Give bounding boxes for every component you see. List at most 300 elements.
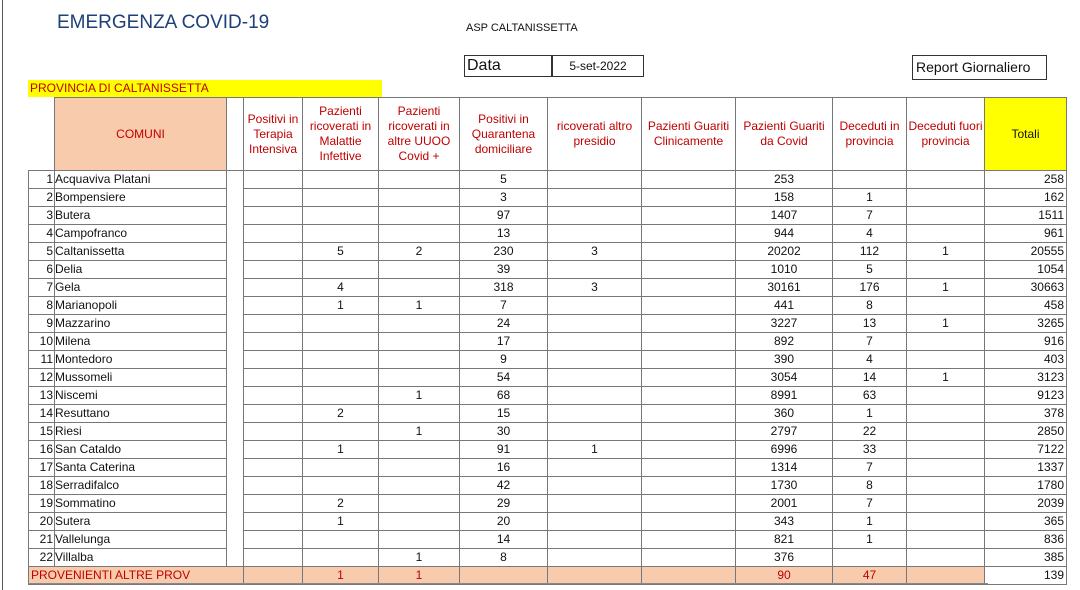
row-number[interactable]: 11 — [29, 351, 55, 369]
totale-cell[interactable]: 1511 — [985, 207, 1067, 225]
malattie-cell[interactable] — [303, 369, 379, 387]
quarantena-cell[interactable]: 42 — [460, 477, 548, 495]
quarantena-cell[interactable] — [460, 567, 548, 585]
guariti-covid-cell[interactable]: 343 — [736, 513, 833, 531]
guariti-clinicamente-cell[interactable] — [642, 279, 736, 297]
altro-presidio-cell[interactable] — [548, 405, 642, 423]
row-number[interactable]: 8 — [29, 297, 55, 315]
altro-presidio-cell[interactable] — [548, 171, 642, 189]
deceduti-in-cell[interactable]: 112 — [833, 243, 907, 261]
guariti-covid-cell[interactable]: 1314 — [736, 459, 833, 477]
guariti-covid-cell[interactable]: 376 — [736, 549, 833, 567]
altro-presidio-cell[interactable] — [548, 567, 642, 585]
row-number[interactable]: 16 — [29, 441, 55, 459]
guariti-clinicamente-cell[interactable] — [642, 189, 736, 207]
quarantena-cell[interactable]: 16 — [460, 459, 548, 477]
row-number[interactable]: 21 — [29, 531, 55, 549]
terapia-cell[interactable] — [244, 351, 303, 369]
altro-presidio-cell[interactable] — [548, 351, 642, 369]
deceduti-fuori-cell[interactable]: 1 — [907, 315, 985, 333]
deceduti-fuori-cell[interactable] — [907, 351, 985, 369]
uuoo-cell[interactable] — [379, 477, 460, 495]
deceduti-in-cell[interactable]: 1 — [833, 531, 907, 549]
terapia-cell[interactable] — [244, 189, 303, 207]
uuoo-cell[interactable]: 1 — [379, 549, 460, 567]
comune-name[interactable]: Mazzarino — [55, 315, 227, 333]
comune-name[interactable]: Milena — [55, 333, 227, 351]
separator-cell[interactable] — [227, 423, 244, 441]
uuoo-cell[interactable] — [379, 189, 460, 207]
terapia-cell[interactable] — [244, 423, 303, 441]
row-number[interactable]: 9 — [29, 315, 55, 333]
malattie-cell[interactable] — [303, 531, 379, 549]
malattie-cell[interactable] — [303, 549, 379, 567]
altro-presidio-cell[interactable] — [548, 513, 642, 531]
row-number[interactable]: 1 — [29, 171, 55, 189]
deceduti-in-cell[interactable]: 1 — [833, 189, 907, 207]
guariti-covid-cell[interactable]: 441 — [736, 297, 833, 315]
separator-cell[interactable] — [227, 477, 244, 495]
deceduti-in-cell[interactable]: 4 — [833, 225, 907, 243]
malattie-cell[interactable]: 1 — [303, 513, 379, 531]
row-number[interactable]: 15 — [29, 423, 55, 441]
comune-name[interactable]: Serradifalco — [55, 477, 227, 495]
deceduti-in-cell[interactable]: 7 — [833, 459, 907, 477]
uuoo-cell[interactable] — [379, 333, 460, 351]
deceduti-in-cell[interactable]: 8 — [833, 477, 907, 495]
terapia-cell[interactable] — [244, 495, 303, 513]
uuoo-cell[interactable] — [379, 279, 460, 297]
deceduti-in-cell[interactable]: 5 — [833, 261, 907, 279]
row-number[interactable]: 17 — [29, 459, 55, 477]
deceduti-fuori-cell[interactable] — [907, 495, 985, 513]
malattie-cell[interactable]: 2 — [303, 495, 379, 513]
guariti-clinicamente-cell[interactable] — [642, 495, 736, 513]
guariti-clinicamente-cell[interactable] — [642, 441, 736, 459]
separator-cell[interactable] — [227, 369, 244, 387]
malattie-cell[interactable] — [303, 315, 379, 333]
malattie-cell[interactable] — [303, 477, 379, 495]
uuoo-cell[interactable]: 2 — [379, 243, 460, 261]
altro-presidio-cell[interactable] — [548, 369, 642, 387]
guariti-covid-cell[interactable]: 1010 — [736, 261, 833, 279]
date-label[interactable]: Data — [464, 55, 552, 77]
uuoo-cell[interactable] — [379, 261, 460, 279]
terapia-cell[interactable] — [244, 171, 303, 189]
deceduti-in-cell[interactable]: 7 — [833, 207, 907, 225]
guariti-covid-cell[interactable]: 20202 — [736, 243, 833, 261]
row-number[interactable]: 22 — [29, 549, 55, 567]
comune-name[interactable]: Sutera — [55, 513, 227, 531]
quarantena-cell[interactable]: 91 — [460, 441, 548, 459]
altro-presidio-cell[interactable] — [548, 387, 642, 405]
separator-cell[interactable] — [227, 495, 244, 513]
deceduti-in-cell[interactable] — [833, 171, 907, 189]
province-label[interactable]: PROVINCIA DI CALTANISSETTA — [28, 80, 382, 97]
guariti-covid-cell[interactable]: 1730 — [736, 477, 833, 495]
totale-cell[interactable]: 836 — [985, 531, 1067, 549]
row-number[interactable]: 12 — [29, 369, 55, 387]
quarantena-cell[interactable]: 30 — [460, 423, 548, 441]
terapia-cell[interactable] — [244, 315, 303, 333]
comune-name[interactable]: Vallelunga — [55, 531, 227, 549]
uuoo-cell[interactable] — [379, 531, 460, 549]
header-quarantena[interactable]: Positivi in Quarantena domiciliare — [460, 98, 548, 171]
terapia-cell[interactable] — [244, 369, 303, 387]
quarantena-cell[interactable]: 97 — [460, 207, 548, 225]
guariti-covid-cell[interactable]: 6996 — [736, 441, 833, 459]
guariti-clinicamente-cell[interactable] — [642, 477, 736, 495]
separator-cell[interactable] — [227, 279, 244, 297]
totale-cell[interactable]: 1337 — [985, 459, 1067, 477]
quarantena-cell[interactable]: 13 — [460, 225, 548, 243]
totale-cell[interactable]: 162 — [985, 189, 1067, 207]
guariti-clinicamente-cell[interactable] — [642, 405, 736, 423]
altro-presidio-cell[interactable] — [548, 531, 642, 549]
altro-presidio-cell[interactable]: 1 — [548, 441, 642, 459]
deceduti-fuori-cell[interactable] — [907, 225, 985, 243]
guariti-clinicamente-cell[interactable] — [642, 207, 736, 225]
malattie-cell[interactable] — [303, 207, 379, 225]
malattie-cell[interactable] — [303, 387, 379, 405]
totale-cell[interactable]: 403 — [985, 351, 1067, 369]
quarantena-cell[interactable]: 8 — [460, 549, 548, 567]
deceduti-fuori-cell[interactable] — [907, 567, 985, 585]
altro-presidio-cell[interactable] — [548, 549, 642, 567]
guariti-covid-cell[interactable]: 390 — [736, 351, 833, 369]
deceduti-in-cell[interactable]: 176 — [833, 279, 907, 297]
guariti-clinicamente-cell[interactable] — [642, 531, 736, 549]
row-number[interactable]: 7 — [29, 279, 55, 297]
deceduti-in-cell[interactable]: 33 — [833, 441, 907, 459]
terapia-cell[interactable] — [244, 459, 303, 477]
malattie-cell[interactable]: 2 — [303, 405, 379, 423]
guariti-covid-cell[interactable]: 90 — [736, 567, 833, 585]
terapia-cell[interactable] — [244, 567, 303, 585]
malattie-cell[interactable] — [303, 351, 379, 369]
guariti-clinicamente-cell[interactable] — [642, 369, 736, 387]
terapia-cell[interactable] — [244, 243, 303, 261]
totale-cell[interactable]: 916 — [985, 333, 1067, 351]
deceduti-fuori-cell[interactable] — [907, 441, 985, 459]
separator-cell[interactable] — [227, 333, 244, 351]
guariti-clinicamente-cell[interactable] — [642, 171, 736, 189]
separator-cell[interactable] — [227, 351, 244, 369]
altro-presidio-cell[interactable]: 3 — [548, 279, 642, 297]
deceduti-fuori-cell[interactable] — [907, 297, 985, 315]
comune-name[interactable]: Gela — [55, 279, 227, 297]
deceduti-in-cell[interactable]: 14 — [833, 369, 907, 387]
altro-presidio-cell[interactable] — [548, 459, 642, 477]
guariti-clinicamente-cell[interactable] — [642, 225, 736, 243]
deceduti-fuori-cell[interactable] — [907, 423, 985, 441]
quarantena-cell[interactable]: 17 — [460, 333, 548, 351]
totale-cell[interactable]: 3123 — [985, 369, 1067, 387]
deceduti-fuori-cell[interactable] — [907, 549, 985, 567]
terapia-cell[interactable] — [244, 441, 303, 459]
guariti-covid-cell[interactable]: 8991 — [736, 387, 833, 405]
uuoo-cell[interactable]: 1 — [379, 423, 460, 441]
header-guariti-clinicamente[interactable]: Pazienti Guariti Clinicamente — [642, 98, 736, 171]
terapia-cell[interactable] — [244, 333, 303, 351]
deceduti-fuori-cell[interactable] — [907, 459, 985, 477]
comune-name[interactable]: Bompensiere — [55, 189, 227, 207]
quarantena-cell[interactable]: 3 — [460, 189, 548, 207]
date-value[interactable]: 5-set-2022 — [552, 55, 644, 77]
deceduti-in-cell[interactable]: 1 — [833, 405, 907, 423]
comune-name[interactable]: Butera — [55, 207, 227, 225]
deceduti-fuori-cell[interactable] — [907, 171, 985, 189]
quarantena-cell[interactable]: 9 — [460, 351, 548, 369]
comune-name[interactable]: Santa Caterina — [55, 459, 227, 477]
deceduti-fuori-cell[interactable]: 1 — [907, 243, 985, 261]
altro-presidio-cell[interactable] — [548, 189, 642, 207]
guariti-clinicamente-cell[interactable] — [642, 315, 736, 333]
quarantena-cell[interactable]: 24 — [460, 315, 548, 333]
separator-cell[interactable] — [227, 225, 244, 243]
quarantena-cell[interactable]: 14 — [460, 531, 548, 549]
guariti-clinicamente-cell[interactable] — [642, 459, 736, 477]
header-deceduti-fuori[interactable]: Deceduti fuori provincia — [907, 98, 985, 171]
quarantena-cell[interactable]: 39 — [460, 261, 548, 279]
separator-cell[interactable] — [227, 459, 244, 477]
comune-name[interactable]: Acquaviva Platani — [55, 171, 227, 189]
separator-cell[interactable] — [227, 297, 244, 315]
terapia-cell[interactable] — [244, 531, 303, 549]
malattie-cell[interactable]: 1 — [303, 567, 379, 585]
header-altro-presidio[interactable]: ricoverati altro presidio — [548, 98, 642, 171]
deceduti-in-cell[interactable]: 22 — [833, 423, 907, 441]
separator-cell[interactable] — [227, 261, 244, 279]
uuoo-cell[interactable] — [379, 459, 460, 477]
uuoo-cell[interactable] — [379, 225, 460, 243]
totale-cell[interactable]: 365 — [985, 513, 1067, 531]
malattie-cell[interactable]: 1 — [303, 441, 379, 459]
malattie-cell[interactable] — [303, 333, 379, 351]
malattie-cell[interactable]: 5 — [303, 243, 379, 261]
terapia-cell[interactable] — [244, 261, 303, 279]
uuoo-cell[interactable] — [379, 405, 460, 423]
quarantena-cell[interactable]: 15 — [460, 405, 548, 423]
altro-presidio-cell[interactable] — [548, 297, 642, 315]
uuoo-cell[interactable]: 1 — [379, 567, 460, 585]
terapia-cell[interactable] — [244, 405, 303, 423]
guariti-covid-cell[interactable]: 2797 — [736, 423, 833, 441]
separator-cell[interactable] — [227, 405, 244, 423]
uuoo-cell[interactable] — [379, 441, 460, 459]
terapia-cell[interactable] — [244, 297, 303, 315]
quarantena-cell[interactable]: 20 — [460, 513, 548, 531]
deceduti-in-cell[interactable] — [833, 549, 907, 567]
totale-cell[interactable]: 385 — [985, 549, 1067, 567]
guariti-clinicamente-cell[interactable] — [642, 243, 736, 261]
altro-presidio-cell[interactable] — [548, 315, 642, 333]
uuoo-cell[interactable] — [379, 495, 460, 513]
deceduti-in-cell[interactable]: 7 — [833, 333, 907, 351]
totale-cell[interactable]: 20555 — [985, 243, 1067, 261]
row-number[interactable]: 14 — [29, 405, 55, 423]
guariti-clinicamente-cell[interactable] — [642, 567, 736, 585]
altro-presidio-cell[interactable] — [548, 477, 642, 495]
terapia-cell[interactable] — [244, 549, 303, 567]
deceduti-fuori-cell[interactable] — [907, 261, 985, 279]
separator-cell[interactable] — [227, 531, 244, 549]
header-deceduti-in[interactable]: Deceduti in provincia — [833, 98, 907, 171]
separator-cell[interactable] — [227, 171, 244, 189]
report-label[interactable]: Report Giornaliero — [912, 55, 1047, 80]
row-number[interactable]: 19 — [29, 495, 55, 513]
row-number[interactable]: 3 — [29, 207, 55, 225]
quarantena-cell[interactable]: 68 — [460, 387, 548, 405]
guariti-covid-cell[interactable]: 30161 — [736, 279, 833, 297]
separator-cell[interactable] — [227, 315, 244, 333]
separator-cell[interactable] — [227, 441, 244, 459]
deceduti-fuori-cell[interactable] — [907, 189, 985, 207]
altro-presidio-cell[interactable] — [548, 261, 642, 279]
uuoo-cell[interactable] — [379, 207, 460, 225]
guariti-covid-cell[interactable]: 360 — [736, 405, 833, 423]
deceduti-in-cell[interactable]: 63 — [833, 387, 907, 405]
comune-name[interactable]: Mussomeli — [55, 369, 227, 387]
guariti-clinicamente-cell[interactable] — [642, 423, 736, 441]
totale-cell[interactable]: 258 — [985, 171, 1067, 189]
comune-name[interactable]: San Cataldo — [55, 441, 227, 459]
altro-presidio-cell[interactable] — [548, 333, 642, 351]
separator-cell[interactable] — [227, 189, 244, 207]
row-number[interactable]: 10 — [29, 333, 55, 351]
uuoo-cell[interactable] — [379, 351, 460, 369]
totale-cell[interactable]: 139 — [985, 567, 1067, 585]
guariti-covid-cell[interactable]: 1407 — [736, 207, 833, 225]
malattie-cell[interactable] — [303, 423, 379, 441]
uuoo-cell[interactable] — [379, 315, 460, 333]
comune-name[interactable]: Resuttano — [55, 405, 227, 423]
totale-cell[interactable]: 2039 — [985, 495, 1067, 513]
totale-cell[interactable]: 2850 — [985, 423, 1067, 441]
comune-name[interactable]: Niscemi — [55, 387, 227, 405]
uuoo-cell[interactable]: 1 — [379, 387, 460, 405]
totale-cell[interactable]: 9123 — [985, 387, 1067, 405]
guariti-covid-cell[interactable]: 3227 — [736, 315, 833, 333]
totale-cell[interactable]: 7122 — [985, 441, 1067, 459]
deceduti-fuori-cell[interactable] — [907, 207, 985, 225]
deceduti-fuori-cell[interactable] — [907, 513, 985, 531]
totale-cell[interactable]: 458 — [985, 297, 1067, 315]
guariti-clinicamente-cell[interactable] — [642, 513, 736, 531]
malattie-cell[interactable] — [303, 171, 379, 189]
separator-cell[interactable] — [227, 513, 244, 531]
totale-cell[interactable]: 961 — [985, 225, 1067, 243]
row-number[interactable]: 2 — [29, 189, 55, 207]
guariti-clinicamente-cell[interactable] — [642, 333, 736, 351]
row-number[interactable]: 6 — [29, 261, 55, 279]
row-number[interactable]: 13 — [29, 387, 55, 405]
terapia-cell[interactable] — [244, 279, 303, 297]
guariti-covid-cell[interactable]: 2001 — [736, 495, 833, 513]
header-malattie[interactable]: Pazienti ricoverati in Malattie Infettive — [303, 98, 379, 171]
separator-cell[interactable] — [227, 387, 244, 405]
uuoo-cell[interactable]: 1 — [379, 297, 460, 315]
guariti-covid-cell[interactable]: 158 — [736, 189, 833, 207]
footer-label[interactable]: PROVENIENTI ALTRE PROV — [29, 567, 244, 585]
totale-cell[interactable]: 1054 — [985, 261, 1067, 279]
comune-name[interactable]: Riesi — [55, 423, 227, 441]
header-comuni[interactable]: COMUNI — [55, 98, 227, 171]
deceduti-in-cell[interactable]: 13 — [833, 315, 907, 333]
row-number[interactable]: 5 — [29, 243, 55, 261]
deceduti-fuori-cell[interactable] — [907, 333, 985, 351]
comune-name[interactable]: Campofranco — [55, 225, 227, 243]
deceduti-fuori-cell[interactable] — [907, 405, 985, 423]
deceduti-in-cell[interactable]: 1 — [833, 513, 907, 531]
guariti-covid-cell[interactable]: 944 — [736, 225, 833, 243]
guariti-clinicamente-cell[interactable] — [642, 297, 736, 315]
quarantena-cell[interactable]: 318 — [460, 279, 548, 297]
quarantena-cell[interactable]: 54 — [460, 369, 548, 387]
guariti-clinicamente-cell[interactable] — [642, 549, 736, 567]
comune-name[interactable]: Delia — [55, 261, 227, 279]
deceduti-fuori-cell[interactable] — [907, 531, 985, 549]
deceduti-fuori-cell[interactable] — [907, 387, 985, 405]
deceduti-in-cell[interactable]: 8 — [833, 297, 907, 315]
terapia-cell[interactable] — [244, 387, 303, 405]
uuoo-cell[interactable] — [379, 513, 460, 531]
quarantena-cell[interactable]: 29 — [460, 495, 548, 513]
altro-presidio-cell[interactable] — [548, 423, 642, 441]
malattie-cell[interactable]: 1 — [303, 297, 379, 315]
header-uuoo[interactable]: Pazienti ricoverati in altre UUOO Covid + — [379, 98, 460, 171]
comune-name[interactable]: Montedoro — [55, 351, 227, 369]
deceduti-in-cell[interactable]: 47 — [833, 567, 907, 585]
altro-presidio-cell[interactable] — [548, 225, 642, 243]
guariti-clinicamente-cell[interactable] — [642, 387, 736, 405]
separator-cell[interactable] — [227, 549, 244, 567]
guariti-covid-cell[interactable]: 3054 — [736, 369, 833, 387]
separator-cell[interactable] — [227, 207, 244, 225]
terapia-cell[interactable] — [244, 207, 303, 225]
malattie-cell[interactable] — [303, 459, 379, 477]
deceduti-fuori-cell[interactable]: 1 — [907, 279, 985, 297]
totale-cell[interactable]: 378 — [985, 405, 1067, 423]
deceduti-in-cell[interactable]: 4 — [833, 351, 907, 369]
quarantena-cell[interactable]: 5 — [460, 171, 548, 189]
row-number[interactable]: 4 — [29, 225, 55, 243]
header-guariti-covid[interactable]: Pazienti Guariti da Covid — [736, 98, 833, 171]
uuoo-cell[interactable] — [379, 171, 460, 189]
quarantena-cell[interactable]: 7 — [460, 297, 548, 315]
malattie-cell[interactable] — [303, 225, 379, 243]
quarantena-cell[interactable]: 230 — [460, 243, 548, 261]
row-number[interactable]: 18 — [29, 477, 55, 495]
altro-presidio-cell[interactable]: 3 — [548, 243, 642, 261]
totale-cell[interactable]: 1780 — [985, 477, 1067, 495]
header-terapia[interactable]: Positivi in Terapia Intensiva — [244, 98, 303, 171]
guariti-covid-cell[interactable]: 253 — [736, 171, 833, 189]
deceduti-fuori-cell[interactable]: 1 — [907, 369, 985, 387]
deceduti-fuori-cell[interactable] — [907, 477, 985, 495]
header-totali[interactable]: Totali — [985, 98, 1067, 171]
deceduti-in-cell[interactable]: 7 — [833, 495, 907, 513]
comune-name[interactable]: Villalba — [55, 549, 227, 567]
uuoo-cell[interactable] — [379, 369, 460, 387]
totale-cell[interactable]: 3265 — [985, 315, 1067, 333]
terapia-cell[interactable] — [244, 477, 303, 495]
malattie-cell[interactable]: 4 — [303, 279, 379, 297]
comune-name[interactable]: Caltanissetta — [55, 243, 227, 261]
guariti-clinicamente-cell[interactable] — [642, 261, 736, 279]
separator-cell[interactable] — [227, 243, 244, 261]
guariti-covid-cell[interactable]: 821 — [736, 531, 833, 549]
